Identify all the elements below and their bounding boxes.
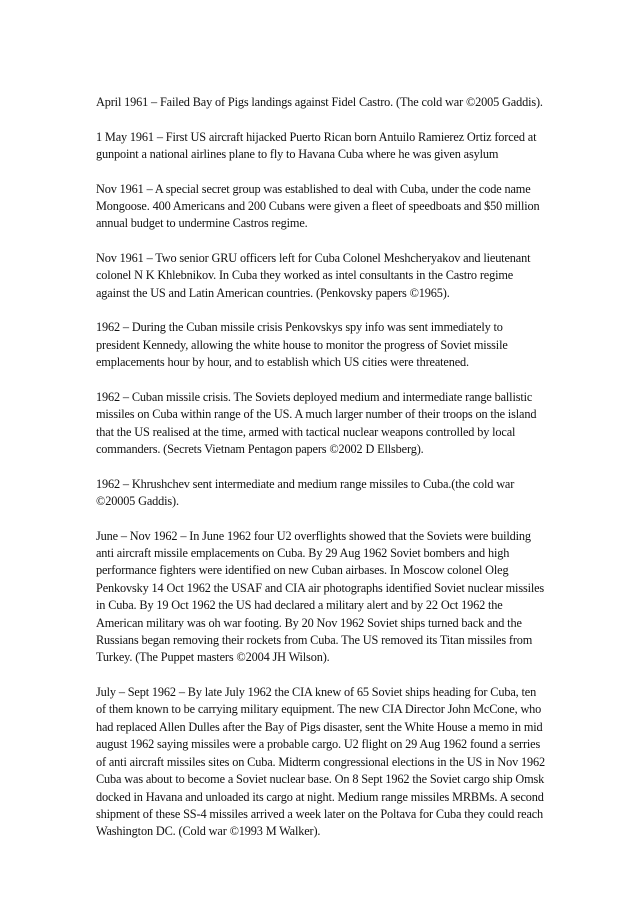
- document-page: [96, 94, 548, 858]
- paragraph-missile-crisis: 1962 – Cuban missile crisis. The Soviets deployed medium and intermediate range ballistic missiles on Cuba within range of the US. A much larger number of their troops on the island that the US realised at the time, armed with tactical nuclear weapons controlled by local commanders. (Secrets Vietnam Pentagon papers ©2002 D Ellsberg).: [96, 389, 537, 457]
- paragraph-operation-mongoose: Nov 1961 – A special secret group was established to deal with Cuba, under the code name Mongoose. 400 Americans and 200 Cubans were given a fleet of speedboats and $50 million annual budget to undermine Castros regime.: [96, 181, 540, 231]
- paragraph-july-sept-1962: July – Sept 1962 – By late July 1962 the CIA knew of 65 Soviet ships heading for Cuba, ten of them known to be carrying military equipment. The new CIA Director John McCone, who had replaced Allen Dulles after the Bay of Pigs disaster, sent the White House a memo in mid august 1962 saying missiles were a probable cargo. U2 flight on 29 Aug 1962 found a serries of anti aircraft missiles sites on Cuba. Midterm congressional elections in the US in Nov 1962 Cuba was about to become a Soviet nuclear base. On 8 Sept 1962 the Soviet cargo ship Omsk docked in Havana and unloaded its cargo at night. Medium range missiles MRBMs. A second shipment of these SS-4 missiles arrived a week later on the Poltava for Cuba they could reach Washington DC. (Cold war ©1993 M Walker).: [96, 685, 546, 839]
- paragraph-first-hijack: 1 May 1961 – First US aircraft hijacked Puerto Rican born Antuilo Ramierez Ortiz forced at gunpoint a national airlines plane to fly to Havana Cuba where he was given asylum: [96, 129, 537, 161]
- paragraph-gru-officers: Nov 1961 – Two senior GRU officers left for Cuba Colonel Meshcheryakov and lieutenant colonel N K Khlebnikov. In Cuba they worked as intel consultants in the Castro regime against the US and Latin American countries. (Penkovsky papers ©1965).: [96, 251, 531, 300]
- paragraph-penkovsky-intel: 1962 – During the Cuban missile crisis Penkovskys spy info was sent immediately to president Kennedy, allowing the white house to monitor the progress of Soviet missile emplacements hour by hour, and to establish which US cities were threatened.: [96, 320, 508, 370]
- paragraph-bay-of-pigs: April 1961 – Failed Bay of Pigs landings against Fidel Castro. (The cold war ©2005 Gaddis).: [96, 95, 543, 109]
- paragraph-june-nov-1962: June – Nov 1962 – In June 1962 four U2 overflights showed that the Soviets were building anti aircraft missile emplacements on Cuba. By 29 Aug 1962 Soviet bombers and high performance fighters were identified on new Cuban airbases. In Moscow colonel Oleg Penkovsky 14 Oct 1962 the USAF and CIA air photographs identified Soviet nuclear missiles in Cuba. By 19 Oct 1962 the US had declared a military alert and by 22 Oct 1962 the American military was oh war footing. By 20 Nov 1962 Soviet ships turned back and the Russians began removing their rockets from Cuba. The US removed its Titan missiles from Turkey. (The Puppet masters ©2004 JH Wilson).: [96, 528, 545, 665]
- paragraph-khrushchev-missiles: 1962 – Khrushchev sent intermediate and medium range missiles to Cuba.(the cold war ©20005 Gaddis).: [96, 476, 515, 509]
